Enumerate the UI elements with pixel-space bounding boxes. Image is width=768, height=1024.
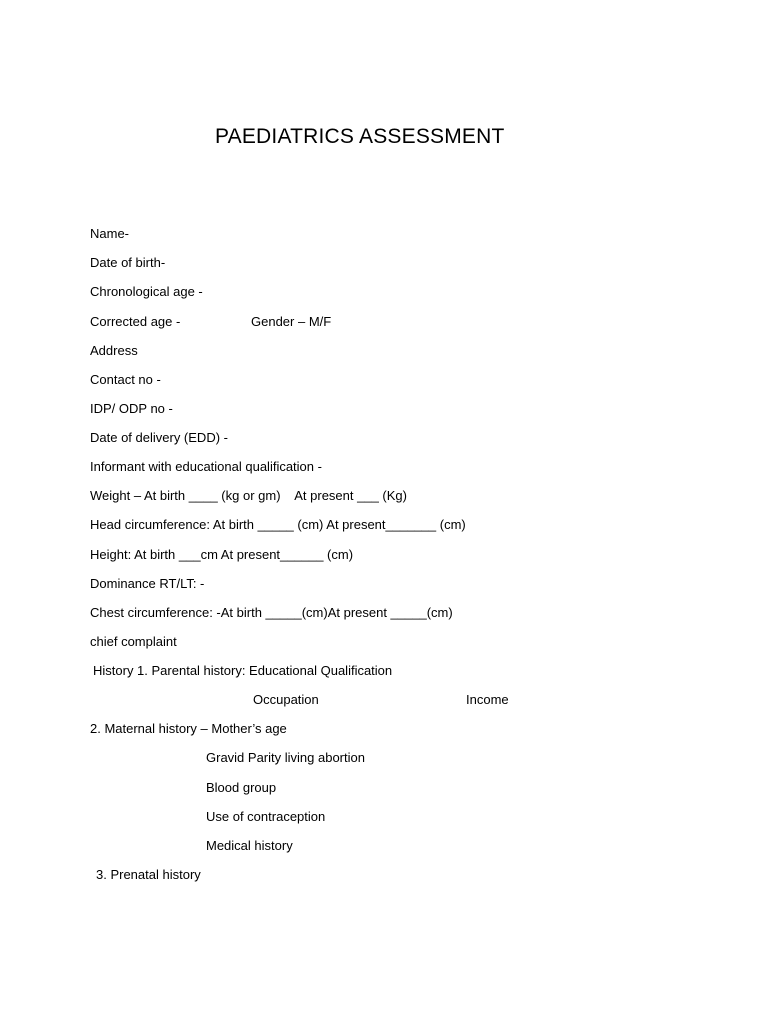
history-blood-group: Blood group: [206, 780, 277, 795]
field-dob: Date of birth-: [90, 255, 166, 270]
page-title: PAEDIATRICS ASSESSMENT: [215, 125, 505, 148]
field-height: Height: At birth ___cm At present______ (cm): [90, 547, 354, 562]
history-prenatal: 3. Prenatal history: [96, 867, 201, 882]
field-name: Name-: [90, 226, 130, 241]
field-chest-circumference: Chest circumference: -At birth _____(cm)At present _____(cm): [90, 605, 453, 620]
field-chief-complaint: chief complaint: [90, 634, 177, 649]
field-edd: Date of delivery (EDD) -: [90, 430, 228, 445]
field-head-circumference: Head circumference: At birth _____ (cm) At present_______ (cm): [90, 517, 466, 532]
history-medical: Medical history: [206, 838, 293, 853]
field-chronological-age: Chronological age -: [90, 284, 203, 299]
field-weight: Weight – At birth ____ (kg or gm) At present ___ (Kg): [90, 488, 407, 503]
history-gravid: Gravid Parity living abortion: [206, 750, 365, 765]
history-maternal: 2. Maternal history – Mother’s age: [90, 721, 287, 736]
history-occupation: Occupation: [253, 692, 319, 707]
field-address: Address: [90, 343, 138, 358]
history-contraception: Use of contraception: [206, 809, 326, 824]
field-dominance: Dominance RT/LT: -: [90, 576, 205, 591]
history-income: Income: [466, 692, 509, 707]
field-corrected-age: Corrected age -: [90, 314, 181, 329]
field-informant: Informant with educational qualification -: [90, 459, 322, 474]
field-contact: Contact no -: [90, 372, 161, 387]
field-idp-odp: IDP/ ODP no -: [90, 401, 173, 416]
history-parental: History 1. Parental history: Educational Qualification: [93, 663, 393, 678]
field-gender: Gender – M/F: [251, 314, 332, 329]
